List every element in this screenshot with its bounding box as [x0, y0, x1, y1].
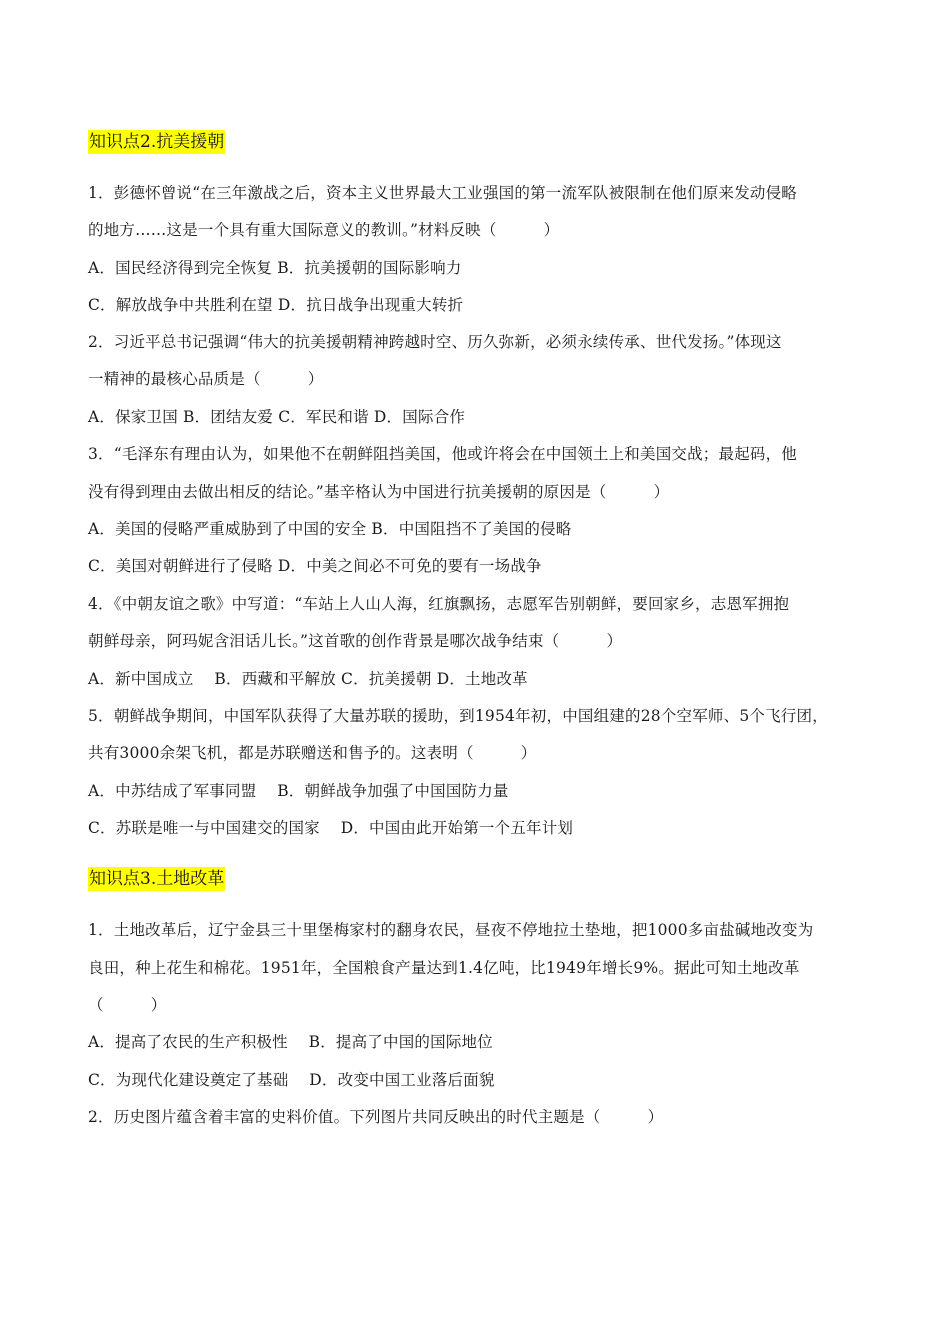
s3-q2-line-1: 2．历史图片蕴含着丰富的史料价值。下列图片共同反映出的时代主题是（ ） — [88, 1108, 664, 1126]
q5-line-2: 共有3000余架飞机，都是苏联赠送和售予的。这表明（ ） — [88, 744, 537, 762]
section-heading-tudi: 知识点3.土地改革 — [89, 869, 225, 889]
q2-options: A．保家卫国 B．团结友爱 C．军民和谐 D．国际合作 — [88, 408, 466, 426]
q1-options-cd: C．解放战争中共胜利在望 D．抗日战争出现重大转折 — [88, 296, 464, 314]
q5-options-ab: A．中苏结成了军事同盟 B．朝鲜战争加强了中国国防力量 — [88, 782, 509, 800]
s3-q1-line-1: 1．土地改革后，辽宁金县三十里堡梅家村的翻身农民，昼夜不停地拉土垫地，把1000多亩盐碱地改变为 — [88, 921, 814, 939]
q5-line-1: 5．朝鲜战争期间，中国军队获得了大量苏联的援助，到1954年初，中国组建的28个空军师、5个飞行团， — [88, 707, 828, 725]
q2-line-1: 2．习近平总书记强调“伟大的抗美援朝精神跨越时空、历久弥新，必须永续传承、世代发扬。”体现这 — [88, 333, 782, 351]
q1-line-2: 的地方……这是一个具有重大国际意义的教训。”材料反映（ ） — [88, 221, 560, 239]
q4-options: A．新中国成立 B．西藏和平解放 C．抗美援朝 D．土地改革 — [88, 670, 528, 688]
q2-line-2: 一精神的最核心品质是（ ） — [88, 370, 324, 388]
s3-q1-line-3: （ ） — [88, 996, 167, 1014]
q1-line-1: 1．彭德怀曾说“在三年激战之后，资本主义世界最大工业强国的第一流军队被限制在他们原来发动侵略 — [88, 184, 797, 202]
q3-options-cd: C．美国对朝鲜进行了侵略 D．中美之间必不可免的要有一场战争 — [88, 557, 542, 575]
q1-options-ab: A．国民经济得到完全恢复 B．抗美援朝的国际影响力 — [88, 259, 462, 277]
q3-line-2: 没有得到理由去做出相反的结论。”基辛格认为中国进行抗美援朝的原因是（ ） — [88, 483, 670, 501]
q3-line-1: 3．“毛泽东有理由认为，如果他不在朝鲜阻挡美国，他或许将会在中国领土上和美国交战；最起码，他 — [88, 445, 797, 463]
s3-q1-options-ab: A．提高了农民的生产积极性 B．提高了中国的国际地位 — [88, 1033, 493, 1051]
s3-q1-options-cd: C．为现代化建设奠定了基础 D．改变中国工业落后面貌 — [88, 1071, 495, 1089]
s3-q1-line-2: 良田，种上花生和棉花。1951年，全国粮食产量达到1.4亿吨，比1949年增长9%。据此可知土地改革 — [88, 959, 800, 977]
q5-options-cd: C．苏联是唯一与中国建交的国家 D．中国由此开始第一个五年计划 — [88, 819, 574, 837]
section-heading-kangmei: 知识点2.抗美援朝 — [89, 132, 225, 152]
q4-line-2: 朝鲜母亲，阿玛妮含泪话儿长。”这首歌的创作背景是哪次战争结束（ ） — [88, 632, 623, 650]
q3-options-ab: A．美国的侵略严重威胁到了中国的安全 B．中国阻挡不了美国的侵略 — [88, 520, 572, 538]
q4-line-1: 4．《中朝友谊之歌》中写道：“车站上人山人海，红旗飘扬，志愿军告别朝鲜，要回家乡，志恩军拥抱 — [88, 595, 790, 613]
